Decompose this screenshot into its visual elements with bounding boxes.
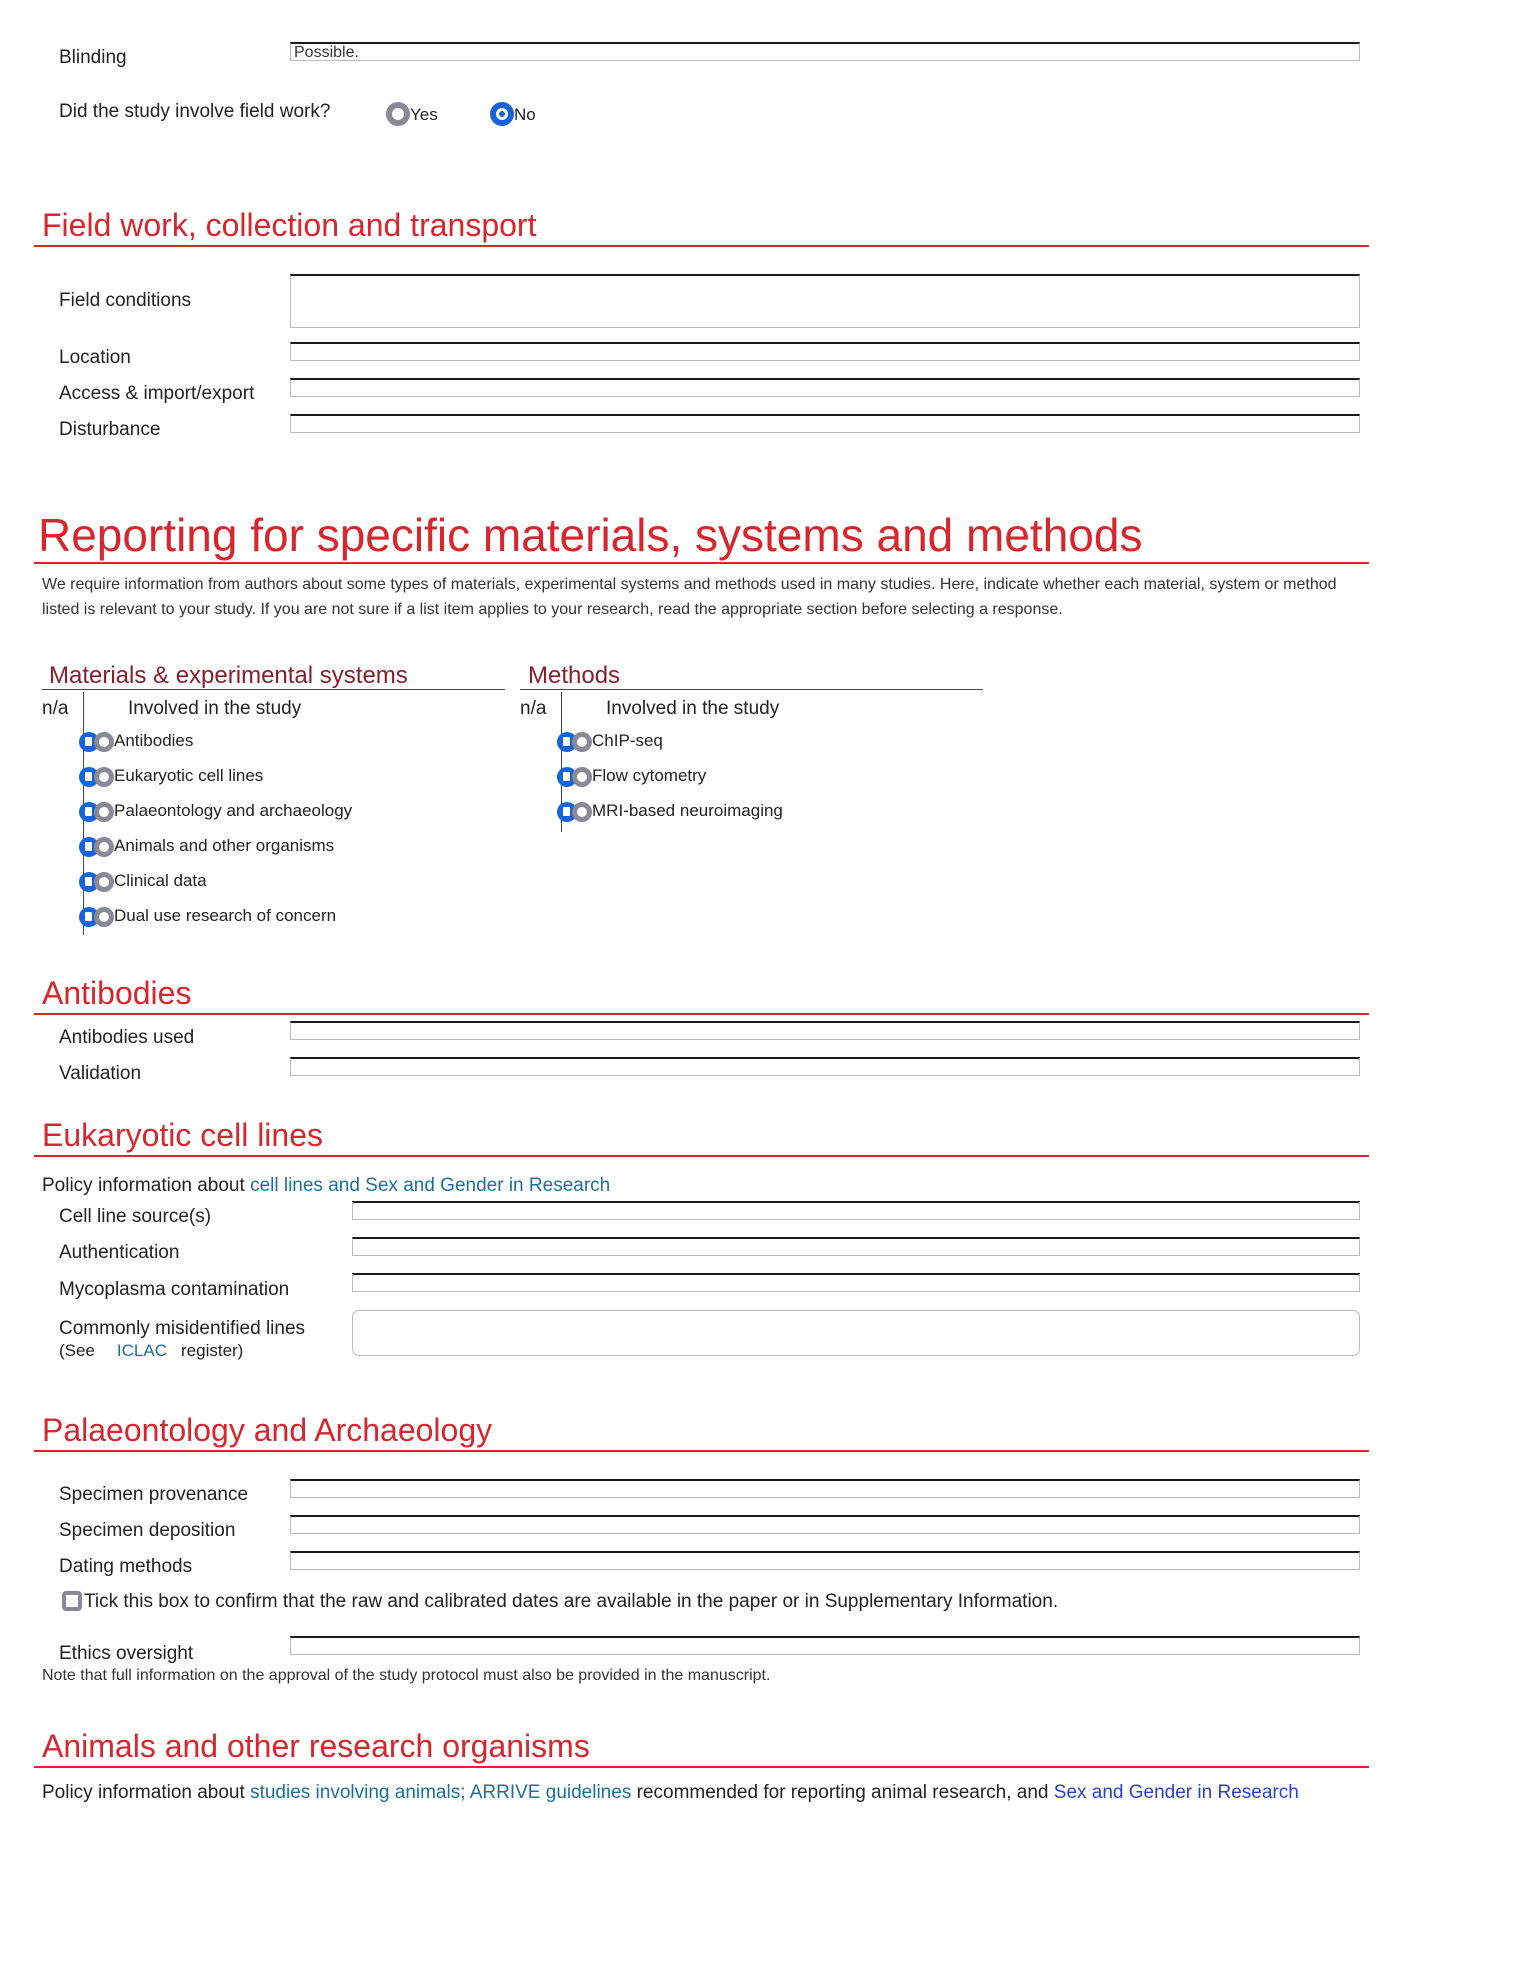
materials-involved-header: Involved in the study [128,698,302,719]
materials-na-header: n/a [42,698,69,719]
methods-item-label: ChIP-seq [592,731,663,750]
field-conditions-field[interactable] [290,274,1360,328]
animals-policy [42,1782,1299,1804]
methods-title: Methods [528,662,621,689]
disturbance-label: Disturbance [59,419,161,440]
cell-lines-policy-link[interactable]: cell lines and Sex and Gender in Research [250,1175,611,1196]
iclac-note-prefix: (See [59,1341,95,1360]
specimen-provenance-label: Specimen provenance [59,1484,249,1505]
authentication-label: Authentication [59,1242,180,1263]
involved-radio[interactable] [94,732,114,752]
involved-radio[interactable] [572,732,592,752]
involved-radio[interactable] [94,767,114,787]
methods-na-header: n/a [520,698,547,719]
field-conditions-label: Field conditions [59,290,192,311]
section-divider [34,245,1369,247]
policy-middle: recommended for reporting animal research, and [631,1782,1054,1803]
section-divider [34,1766,1369,1768]
involved-radio[interactable] [572,767,592,787]
iclac-link[interactable]: ICLAC [116,1341,167,1360]
antibodies-used-field[interactable] [290,1021,1360,1040]
iclac-note [59,1341,243,1361]
access-import-export-field[interactable] [290,378,1360,397]
section-divider [34,562,1369,564]
access-import-export-label: Access & import/export [59,383,255,404]
involved-radio[interactable] [94,802,114,822]
involved-radio[interactable] [94,837,114,857]
field-work-yes-label: Yes [410,105,438,124]
reporting-intro: We require information from authors about some types of materials, experimental systems and methods used in many studies. Here, indicate whether each material, system or method listed is relevant to your study. If you are not sure if a list item applies to your research, read the appropriate section before selecting a response. [42,576,1337,618]
arrive-guidelines-link[interactable]: studies involving animals; ARRIVE guidelines [250,1782,632,1803]
methods-divider [520,689,983,690]
palaeo-title: Palaeontology and Archaeology [42,1412,493,1448]
disturbance-field[interactable] [290,414,1360,433]
sex-gender-link[interactable]: Sex and Gender in Research [1053,1782,1299,1803]
policy-prefix: Policy information about [42,1175,251,1196]
ethics-oversight-label: Ethics oversight [59,1643,194,1664]
animals-title: Animals and other research organisms [42,1728,590,1764]
field-work-no-label: No [514,105,536,124]
materials-item-label: Antibodies [114,731,194,750]
dates-confirm-checkbox[interactable] [62,1591,82,1611]
cell-line-source-field[interactable] [352,1201,1360,1220]
specimen-deposition-field[interactable] [290,1515,1360,1534]
methods-item-label: Flow cytometry [592,766,707,785]
ethics-oversight-field[interactable] [290,1636,1360,1655]
misidentified-lines-field[interactable] [352,1310,1360,1356]
materials-divider [42,689,505,690]
involved-radio[interactable] [572,802,592,822]
materials-item-label: Animals and other organisms [114,836,335,855]
authentication-field[interactable] [352,1237,1360,1256]
cell-line-source-label: Cell line source(s) [59,1206,212,1227]
protocol-note: Note that full information on the approval of the study protocol must also be provided in the manuscript. [42,1667,771,1684]
policy-prefix: Policy information about [42,1782,251,1803]
field-work-question: Did the study involve field work? [59,101,331,122]
antibodies-title: Antibodies [42,975,192,1011]
involved-radio[interactable] [94,872,114,892]
location-field[interactable] [290,342,1360,361]
materials-item-label: Dual use research of concern [114,906,337,925]
field-work-no-radio[interactable] [490,102,514,126]
validation-label: Validation [59,1063,142,1084]
mycoplasma-label: Mycoplasma contamination [59,1279,290,1300]
materials-item-label: Palaeontology and archaeology [114,801,353,820]
location-label: Location [59,347,131,368]
antibodies-used-label: Antibodies used [59,1027,195,1048]
field-work-section-title: Field work, collection and transport [42,207,537,243]
specimen-deposition-label: Specimen deposition [59,1520,236,1541]
reporting-title: Reporting for specific materials, systems and methods [38,509,1143,561]
dating-methods-field[interactable] [290,1551,1360,1570]
section-divider [34,1013,1369,1015]
misidentified-lines-label: Commonly misidentified lines [59,1318,306,1339]
involved-radio[interactable] [94,907,114,927]
materials-title: Materials & experimental systems [49,662,408,689]
mycoplasma-field[interactable] [352,1273,1360,1292]
methods-involved-header: Involved in the study [606,698,780,719]
blinding-field[interactable]: Possible. [290,42,1360,61]
dating-methods-label: Dating methods [59,1556,193,1577]
section-divider [34,1155,1369,1157]
validation-field[interactable] [290,1057,1360,1076]
cell-lines-policy [42,1175,610,1197]
materials-item-label: Clinical data [114,871,207,890]
specimen-provenance-field[interactable] [290,1479,1360,1498]
dates-confirm-label: Tick this box to confirm that the raw and calibrated dates are available in the paper or in Supplementary Information. [84,1591,1059,1612]
section-divider [34,1450,1369,1452]
cell-lines-title: Eukaryotic cell lines [42,1117,323,1153]
blinding-label: Blinding [59,47,127,68]
iclac-note-suffix: register) [181,1341,244,1360]
materials-item-label: Eukaryotic cell lines [114,766,264,785]
field-work-yes-radio[interactable] [386,102,410,126]
methods-item-label: MRI-based neuroimaging [592,801,783,820]
